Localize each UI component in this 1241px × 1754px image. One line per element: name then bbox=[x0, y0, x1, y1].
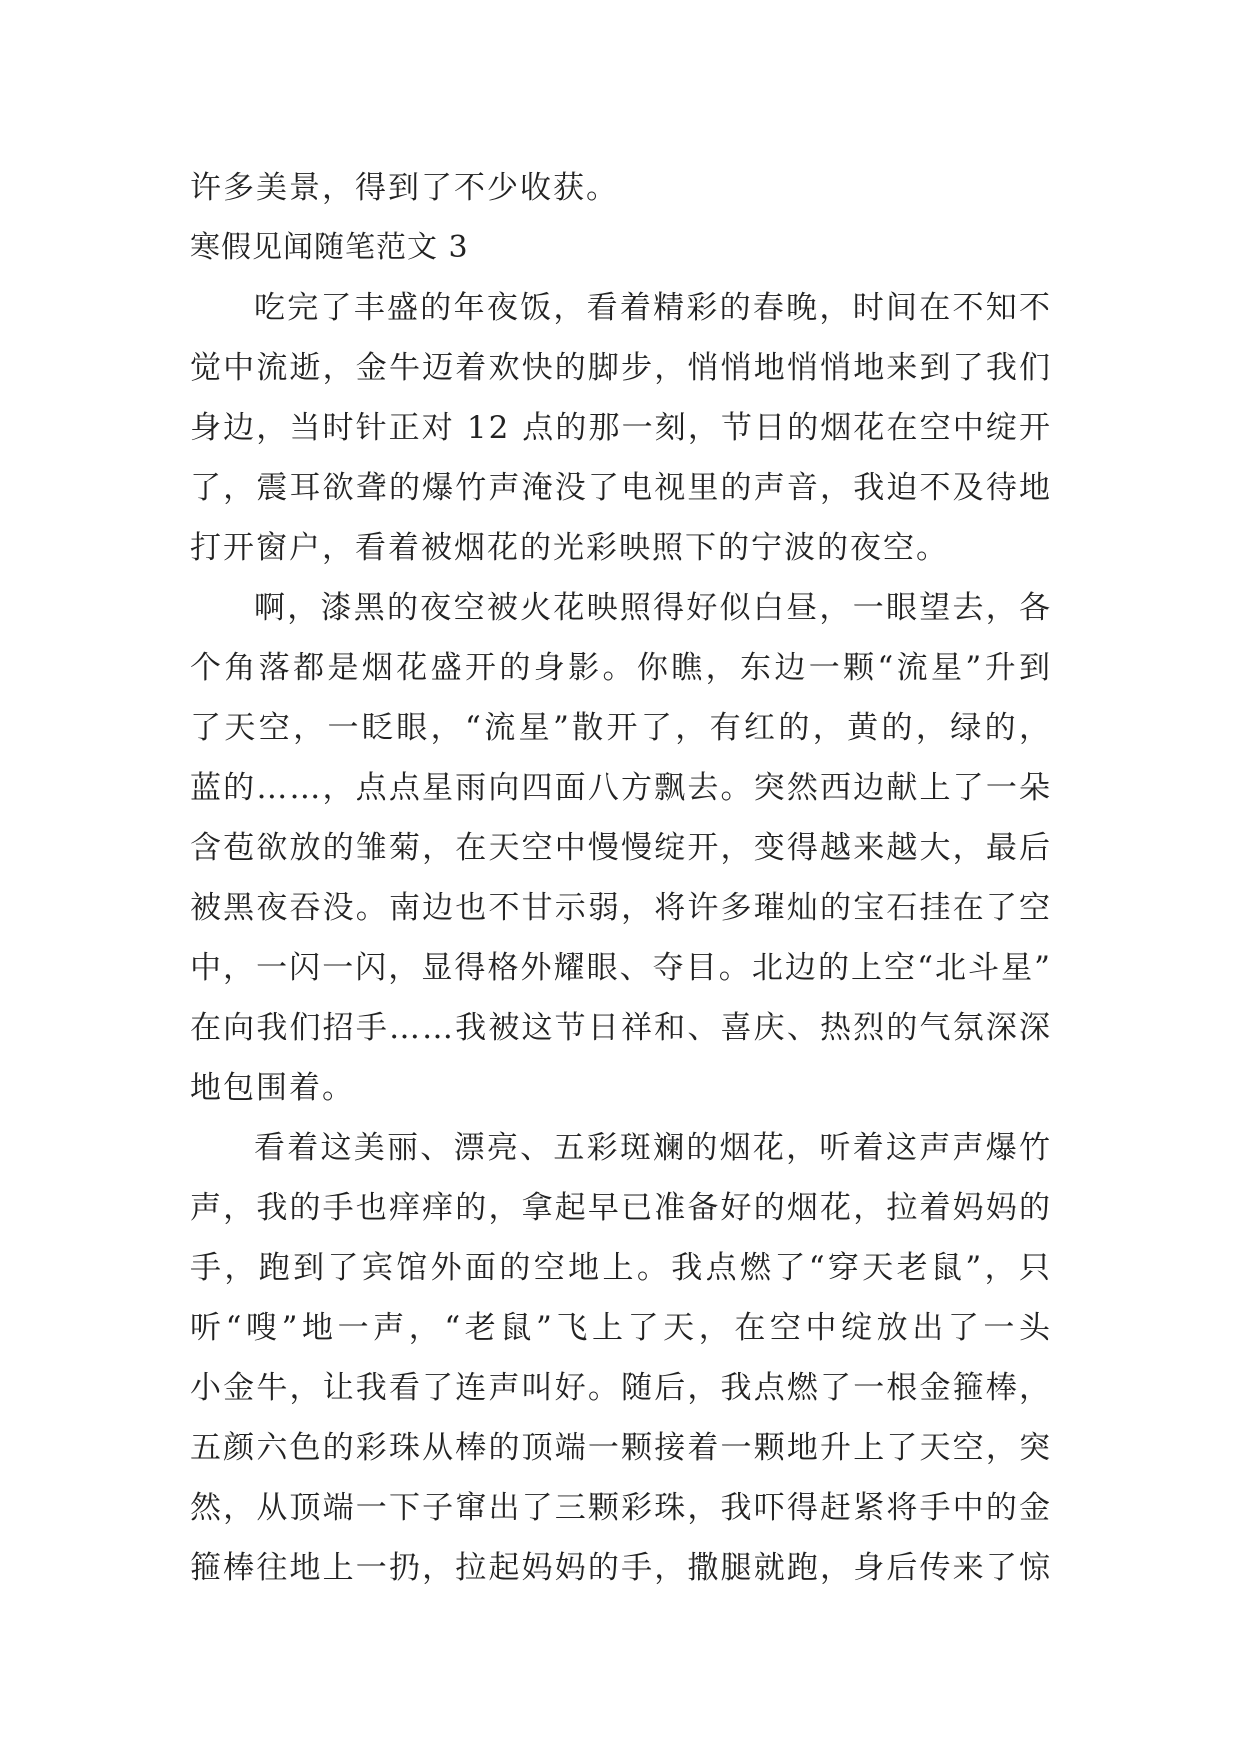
paragraph-line: 吃完了丰盛的年夜饭，看着精彩的春晚，时间在不知不 bbox=[254, 290, 1052, 326]
paragraph-line: 了，震耳欲聋的爆竹声淹没了电视里的声音，我迫不及待地 bbox=[190, 470, 1052, 506]
paragraph-line: 了天空，一眨眼，“流星”散开了，有红的，黄的，绿的， bbox=[190, 710, 1052, 746]
paragraph-line: 中，一闪一闪，显得格外耀眼、夺目。北边的上空“北斗星” bbox=[190, 950, 1052, 986]
paragraph-line: 声，我的手也痒痒的，拿起早已准备好的烟花，拉着妈妈的 bbox=[190, 1190, 1052, 1226]
section-title: 寒假见闻随笔范文 3 bbox=[190, 230, 469, 265]
paragraph-line: 看着这美丽、漂亮、五彩斑斓的烟花，听着这声声爆竹 bbox=[254, 1130, 1052, 1166]
paragraph-line: 地包围着。 bbox=[190, 1070, 355, 1106]
paragraph-line: 被黑夜吞没。南边也不甘示弱，将许多璀灿的宝石挂在了空 bbox=[190, 890, 1052, 926]
paragraph-line: 蓝的……，点点星雨向四面八方飘去。突然西边献上了一朵 bbox=[190, 770, 1052, 806]
paragraph-2 bbox=[190, 578, 1052, 1118]
paragraph-line: 个角落都是烟花盛开的身影。你瞧，东边一颗“流星”升到 bbox=[190, 650, 1052, 686]
paragraph-line: 然，从顶端一下子窜出了三颗彩珠，我吓得赶紧将手中的金 bbox=[190, 1490, 1052, 1526]
paragraph-1 bbox=[190, 278, 1052, 578]
document-body bbox=[190, 158, 1052, 1598]
paragraph-line: 啊，漆黑的夜空被火花映照得好似白昼，一眼望去，各 bbox=[254, 590, 1052, 626]
paragraph-line: 身边，当时针正对 12 点的那一刻，节日的烟花在空中绽开 bbox=[190, 410, 1052, 446]
paragraph-line: 手，跑到了宾馆外面的空地上。我点燃了“穿天老鼠”，只 bbox=[190, 1250, 1052, 1286]
paragraph-line: 箍棒往地上一扔，拉起妈妈的手，撒腿就跑，身后传来了惊 bbox=[190, 1550, 1052, 1586]
paragraph-line: 小金牛，让我看了连声叫好。随后，我点燃了一根金箍棒， bbox=[190, 1370, 1052, 1406]
paragraph-3 bbox=[190, 1118, 1052, 1598]
paragraph-line: 觉中流逝，金牛迈着欢快的脚步，悄悄地悄悄地来到了我们 bbox=[190, 350, 1052, 386]
paragraph-line: 打开窗户，看着被烟花的光彩映照下的宁波的夜空。 bbox=[190, 530, 949, 566]
paragraph-line: 在向我们招手……我被这节日祥和、喜庆、热烈的气氛深深 bbox=[190, 1010, 1052, 1046]
paragraph-line: 含苞欲放的雏菊，在天空中慢慢绽开，变得越来越大，最后 bbox=[190, 830, 1052, 866]
paragraph-line: 听“嗖”地一声，“老鼠”飞上了天，在空中绽放出了一头 bbox=[190, 1310, 1052, 1346]
intro-line: 许多美景，得到了不少收获。 bbox=[190, 170, 619, 206]
paragraph-line: 五颜六色的彩珠从棒的顶端一颗接着一颗地升上了天空，突 bbox=[190, 1430, 1052, 1466]
